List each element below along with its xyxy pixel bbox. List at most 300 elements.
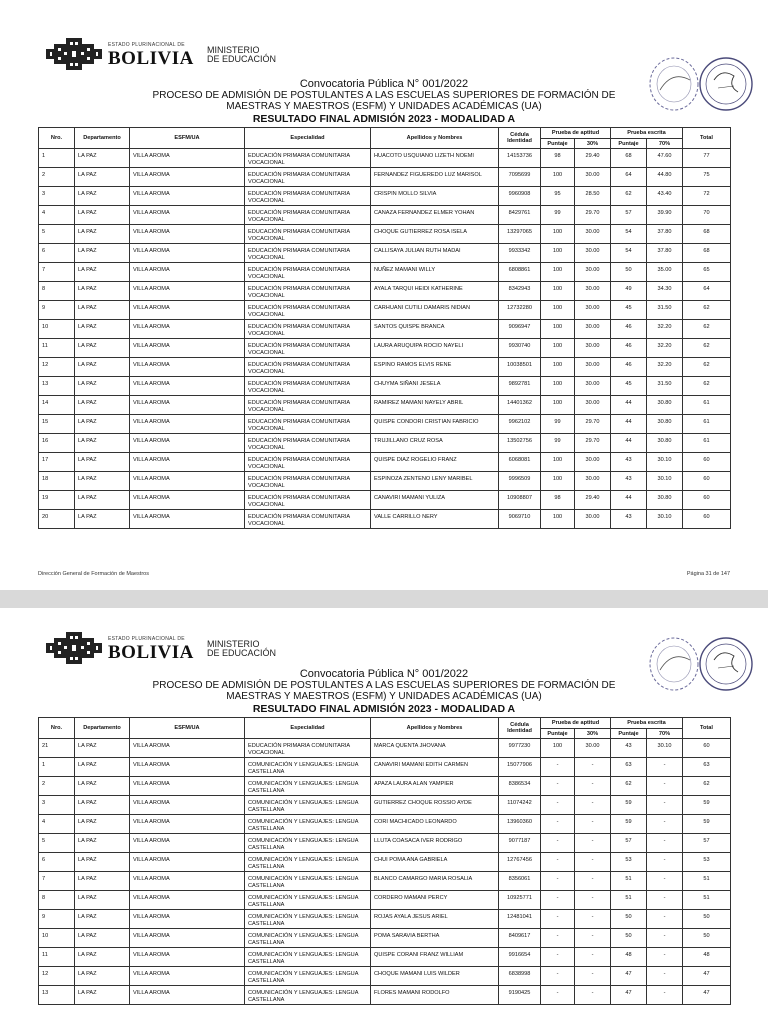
cell-esfm: VILLA AROMA	[130, 758, 245, 777]
cell-aptitud-30: 28.50	[575, 187, 611, 206]
bolivia-emblem-icon	[44, 630, 104, 666]
cell-total: 60	[683, 453, 731, 472]
cell-escrita-70: 32.20	[647, 358, 683, 377]
cell-nro: 13	[39, 986, 75, 1005]
cell-departamento: LA PAZ	[75, 339, 130, 358]
cell-especialidad: COMUNICACIÓN Y LENGUAJES: LENGUA CASTELLANA	[245, 815, 371, 834]
cell-apellidos: NUÑEZ MAMANI WILLY	[371, 263, 499, 282]
col-escrita: Prueba escrita	[611, 128, 683, 139]
cell-cedula: 9996509	[499, 472, 541, 491]
cell-escrita-puntaje: 47	[611, 967, 647, 986]
cell-escrita-70: 43.40	[647, 187, 683, 206]
cell-departamento: LA PAZ	[75, 168, 130, 187]
estado-label: ESTADO PLURINACIONAL DE	[108, 42, 185, 48]
cell-cedula: 9916654	[499, 948, 541, 967]
bolivia-wordmark: BOLIVIA	[108, 48, 194, 69]
cell-aptitud-puntaje: 100	[541, 282, 575, 301]
cell-escrita-puntaje: 51	[611, 872, 647, 891]
cell-escrita-puntaje: 43	[611, 739, 647, 758]
cell-aptitud-30: 30.00	[575, 358, 611, 377]
cell-total: 50	[683, 910, 731, 929]
col-escrita: Prueba escrita	[611, 718, 683, 729]
cell-escrita-70: 30.10	[647, 472, 683, 491]
cell-aptitud-30: 30.00	[575, 263, 611, 282]
cell-especialidad: EDUCACIÓN PRIMARIA COMUNITARIA VOCACIONAL	[245, 339, 371, 358]
cell-escrita-puntaje: 45	[611, 377, 647, 396]
col-especialidad: Especialidad	[245, 128, 371, 149]
cell-apellidos: TRUJILLANO CRUZ ROSA	[371, 434, 499, 453]
cell-nro: 2	[39, 168, 75, 187]
cell-aptitud-30: 30.00	[575, 472, 611, 491]
cell-nro: 12	[39, 358, 75, 377]
cell-total: 60	[683, 739, 731, 758]
table-row	[39, 358, 731, 377]
cell-nro: 6	[39, 244, 75, 263]
cell-total: 60	[683, 472, 731, 491]
document-heading	[0, 668, 768, 715]
cell-especialidad: EDUCACIÓN PRIMARIA COMUNITARIA VOCACIONAL	[245, 510, 371, 529]
table-row	[39, 853, 731, 872]
cell-aptitud-30: -	[575, 758, 611, 777]
cell-departamento: LA PAZ	[75, 948, 130, 967]
cell-total: 70	[683, 206, 731, 225]
cell-total: 77	[683, 149, 731, 168]
cell-departamento: LA PAZ	[75, 872, 130, 891]
proceso-title-line-1: PROCESO DE ADMISIÓN DE POSTULANTES A LAS ESCUELAS SUPERIORES DE FORMACIÓN DE	[152, 680, 616, 691]
table-row	[39, 168, 731, 187]
cell-apellidos: AYALA TARQUI HEIDI KATHERINE	[371, 282, 499, 301]
col-aptitud-puntaje: Puntaje	[541, 729, 575, 739]
cell-aptitud-puntaje: 99	[541, 415, 575, 434]
cell-especialidad: COMUNICACIÓN Y LENGUAJES: LENGUA CASTELLANA	[245, 986, 371, 1005]
cell-aptitud-puntaje: 100	[541, 453, 575, 472]
cell-aptitud-puntaje: -	[541, 929, 575, 948]
cell-cedula: 9077187	[499, 834, 541, 853]
cell-cedula: 9933342	[499, 244, 541, 263]
cell-aptitud-puntaje: -	[541, 815, 575, 834]
col-nro: Nro.	[39, 128, 75, 149]
cell-cedula: 6068081	[499, 453, 541, 472]
cell-escrita-puntaje: 59	[611, 796, 647, 815]
cell-especialidad: EDUCACIÓN PRIMARIA COMUNITARIA VOCACIONAL	[245, 358, 371, 377]
table-row	[39, 187, 731, 206]
cell-especialidad: COMUNICACIÓN Y LENGUAJES: LENGUA CASTELLANA	[245, 891, 371, 910]
cell-departamento: LA PAZ	[75, 453, 130, 472]
cell-total: 62	[683, 339, 731, 358]
cell-nro: 21	[39, 739, 75, 758]
cell-apellidos: CRISPIN MOLLO SILVIA	[371, 187, 499, 206]
cell-total: 51	[683, 891, 731, 910]
cell-apellidos: QUISPE CORANI FRANZ WILLIAM	[371, 948, 499, 967]
cell-apellidos: CHOQUE GUTIERREZ ROSA ISELA	[371, 225, 499, 244]
cell-apellidos: CANAZA FERNANDEZ ELMER YOHAN	[371, 206, 499, 225]
cell-escrita-70: 37.80	[647, 244, 683, 263]
cell-aptitud-puntaje: -	[541, 872, 575, 891]
cell-escrita-puntaje: 43	[611, 510, 647, 529]
cell-departamento: LA PAZ	[75, 434, 130, 453]
cell-nro: 11	[39, 948, 75, 967]
cell-escrita-puntaje: 51	[611, 891, 647, 910]
resultado-title: RESULTADO FINAL ADMISIÓN 2023 - MODALIDAD A	[252, 113, 516, 125]
cell-departamento: LA PAZ	[75, 777, 130, 796]
cell-especialidad: EDUCACIÓN PRIMARIA COMUNITARIA VOCACIONAL	[245, 187, 371, 206]
cell-aptitud-30: 30.00	[575, 320, 611, 339]
cell-cedula: 12481041	[499, 910, 541, 929]
cell-departamento: LA PAZ	[75, 206, 130, 225]
cell-escrita-70: 30.10	[647, 739, 683, 758]
cell-total: 48	[683, 948, 731, 967]
cell-escrita-puntaje: 63	[611, 758, 647, 777]
cell-escrita-puntaje: 44	[611, 434, 647, 453]
cell-nro: 4	[39, 206, 75, 225]
convocatoria-title: Convocatoria Pública N° 001/2022	[299, 78, 469, 90]
table-row	[39, 834, 731, 853]
cell-nro: 11	[39, 339, 75, 358]
document-heading	[0, 78, 768, 125]
cell-aptitud-30: -	[575, 796, 611, 815]
cell-aptitud-30: 30.00	[575, 282, 611, 301]
table-row	[39, 149, 731, 168]
cell-escrita-70: -	[647, 891, 683, 910]
cell-especialidad: COMUNICACIÓN Y LENGUAJES: LENGUA CASTELLANA	[245, 967, 371, 986]
cell-escrita-70: -	[647, 986, 683, 1005]
cell-cedula: 11074242	[499, 796, 541, 815]
cell-aptitud-puntaje: -	[541, 777, 575, 796]
table-row	[39, 415, 731, 434]
ministerio-line-1: MINISTERIO	[207, 45, 260, 55]
cell-apellidos: CALLISAYA JULIAN RUTH MADAI	[371, 244, 499, 263]
cell-especialidad: COMUNICACIÓN Y LENGUAJES: LENGUA CASTELLANA	[245, 872, 371, 891]
cell-aptitud-puntaje: 95	[541, 187, 575, 206]
cell-cedula: 15077906	[499, 758, 541, 777]
cell-aptitud-puntaje: -	[541, 853, 575, 872]
cell-esfm: VILLA AROMA	[130, 168, 245, 187]
cell-aptitud-puntaje: -	[541, 986, 575, 1005]
table-row	[39, 453, 731, 472]
cell-cedula: 7095699	[499, 168, 541, 187]
cell-aptitud-puntaje: 100	[541, 377, 575, 396]
cell-esfm: VILLA AROMA	[130, 872, 245, 891]
cell-esfm: VILLA AROMA	[130, 415, 245, 434]
cell-nro: 16	[39, 434, 75, 453]
cell-nro: 8	[39, 891, 75, 910]
proceso-title-line-2: MAESTRAS Y MAESTROS (ESFM) Y UNIDADES ACADÉMICAS (UA)	[226, 691, 542, 702]
table-row	[39, 872, 731, 891]
table-row	[39, 777, 731, 796]
footer-institution: Dirección General de Formación de Maestros	[38, 571, 149, 577]
cell-total: 57	[683, 834, 731, 853]
cell-esfm: VILLA AROMA	[130, 434, 245, 453]
cell-cedula: 8342943	[499, 282, 541, 301]
cell-aptitud-30: 29.70	[575, 434, 611, 453]
cell-nro: 1	[39, 758, 75, 777]
cell-esfm: VILLA AROMA	[130, 301, 245, 320]
cell-total: 47	[683, 986, 731, 1005]
cell-escrita-puntaje: 68	[611, 149, 647, 168]
cell-aptitud-30: -	[575, 872, 611, 891]
cell-escrita-70: -	[647, 853, 683, 872]
table-row	[39, 891, 731, 910]
col-esfm: ESFM/UA	[130, 718, 245, 739]
convocatoria-title: Convocatoria Pública N° 001/2022	[299, 668, 469, 680]
cell-apellidos: MARCA QUENTA JHOVANA	[371, 739, 499, 758]
cell-escrita-puntaje: 50	[611, 929, 647, 948]
cell-escrita-puntaje: 46	[611, 339, 647, 358]
cell-cedula: 9190425	[499, 986, 541, 1005]
cell-aptitud-30: 29.70	[575, 415, 611, 434]
proceso-title-line-2: MAESTRAS Y MAESTROS (ESFM) Y UNIDADES ACADÉMICAS (UA)	[226, 101, 542, 112]
cell-especialidad: EDUCACIÓN PRIMARIA COMUNITARIA VOCACIONAL	[245, 149, 371, 168]
cell-escrita-70: 32.20	[647, 339, 683, 358]
col-escrita-70: 70%	[647, 729, 683, 739]
cell-cedula: 10908807	[499, 491, 541, 510]
cell-especialidad: EDUCACIÓN PRIMARIA COMUNITARIA VOCACIONAL	[245, 206, 371, 225]
cell-apellidos: VALLE CARRILLO NERY	[371, 510, 499, 529]
cell-aptitud-puntaje: 100	[541, 396, 575, 415]
cell-departamento: LA PAZ	[75, 282, 130, 301]
cell-cedula: 9069710	[499, 510, 541, 529]
cell-nro: 3	[39, 187, 75, 206]
cell-nro: 7	[39, 263, 75, 282]
cell-esfm: VILLA AROMA	[130, 910, 245, 929]
col-aptitud-30: 30%	[575, 729, 611, 739]
bolivia-wordmark: BOLIVIA	[108, 642, 194, 663]
cell-especialidad: EDUCACIÓN PRIMARIA COMUNITARIA VOCACIONAL	[245, 225, 371, 244]
cell-aptitud-puntaje: -	[541, 796, 575, 815]
cell-departamento: LA PAZ	[75, 301, 130, 320]
cell-especialidad: COMUNICACIÓN Y LENGUAJES: LENGUA CASTELLANA	[245, 777, 371, 796]
cell-total: 62	[683, 377, 731, 396]
cell-apellidos: RAMIREZ MAMANI NAYELY ABRIL	[371, 396, 499, 415]
cell-escrita-70: 35.00	[647, 263, 683, 282]
cell-especialidad: COMUNICACIÓN Y LENGUAJES: LENGUA CASTELLANA	[245, 910, 371, 929]
cell-aptitud-puntaje: -	[541, 910, 575, 929]
col-escrita-puntaje: Puntaje	[611, 139, 647, 149]
cell-apellidos: QUISPE CONDORI CRISTIAN FABRICIO	[371, 415, 499, 434]
cell-aptitud-30: 30.00	[575, 453, 611, 472]
table-row	[39, 510, 731, 529]
cell-esfm: VILLA AROMA	[130, 206, 245, 225]
cell-especialidad: EDUCACIÓN PRIMARIA COMUNITARIA VOCACIONAL	[245, 282, 371, 301]
cell-aptitud-30: 29.40	[575, 491, 611, 510]
cell-apellidos: CHUYMA SIÑANI JESELA	[371, 377, 499, 396]
cell-total: 50	[683, 929, 731, 948]
cell-apellidos: CORDERO MAMANI PERCY	[371, 891, 499, 910]
cell-esfm: VILLA AROMA	[130, 339, 245, 358]
cell-cedula: 9096947	[499, 320, 541, 339]
cell-cedula: 9962102	[499, 415, 541, 434]
table-row	[39, 434, 731, 453]
cell-nro: 8	[39, 282, 75, 301]
ministerio-line-2: DE EDUCACIÓN	[207, 648, 277, 658]
cell-total: 61	[683, 415, 731, 434]
cell-aptitud-puntaje: 99	[541, 434, 575, 453]
cell-aptitud-30: 30.00	[575, 301, 611, 320]
cell-especialidad: COMUNICACIÓN Y LENGUAJES: LENGUA CASTELLANA	[245, 853, 371, 872]
cell-especialidad: COMUNICACIÓN Y LENGUAJES: LENGUA CASTELLANA	[245, 948, 371, 967]
cell-departamento: LA PAZ	[75, 149, 130, 168]
cell-total: 53	[683, 853, 731, 872]
cell-esfm: VILLA AROMA	[130, 815, 245, 834]
cell-escrita-70: -	[647, 777, 683, 796]
cell-aptitud-puntaje: 100	[541, 244, 575, 263]
cell-especialidad: EDUCACIÓN PRIMARIA COMUNITARIA VOCACIONAL	[245, 263, 371, 282]
cell-escrita-puntaje: 44	[611, 415, 647, 434]
cell-departamento: LA PAZ	[75, 834, 130, 853]
cell-cedula: 12732280	[499, 301, 541, 320]
cell-especialidad: COMUNICACIÓN Y LENGUAJES: LENGUA CASTELLANA	[245, 929, 371, 948]
cell-apellidos: QUISPE DIAZ ROGELIO FRANZ	[371, 453, 499, 472]
col-apellidos: Apellidos y Nombres	[371, 718, 499, 739]
cell-escrita-70: 47.60	[647, 149, 683, 168]
col-escrita-puntaje: Puntaje	[611, 729, 647, 739]
cell-cedula: 9977230	[499, 739, 541, 758]
cell-escrita-70: 31.50	[647, 301, 683, 320]
cell-total: 61	[683, 396, 731, 415]
cell-esfm: VILLA AROMA	[130, 948, 245, 967]
cell-esfm: VILLA AROMA	[130, 187, 245, 206]
cell-total: 51	[683, 872, 731, 891]
cell-apellidos: APAZA LAURA ALAN YAMPIER	[371, 777, 499, 796]
cell-aptitud-puntaje: 100	[541, 358, 575, 377]
cell-escrita-70: 30.80	[647, 491, 683, 510]
cell-nro: 10	[39, 929, 75, 948]
cell-departamento: LA PAZ	[75, 891, 130, 910]
cell-departamento: LA PAZ	[75, 244, 130, 263]
cell-esfm: VILLA AROMA	[130, 777, 245, 796]
cell-aptitud-30: 30.00	[575, 510, 611, 529]
cell-aptitud-30: 30.00	[575, 396, 611, 415]
cell-departamento: LA PAZ	[75, 320, 130, 339]
cell-escrita-70: 30.80	[647, 396, 683, 415]
cell-aptitud-puntaje: 100	[541, 301, 575, 320]
cell-aptitud-puntaje: 100	[541, 320, 575, 339]
table-row	[39, 339, 731, 358]
cell-total: 63	[683, 758, 731, 777]
cell-departamento: LA PAZ	[75, 377, 130, 396]
col-cedula: Cédula Identidad	[499, 128, 541, 149]
col-apellidos: Apellidos y Nombres	[371, 128, 499, 149]
ministerio-line-1: MINISTERIO	[207, 639, 260, 649]
cell-escrita-70: 30.10	[647, 453, 683, 472]
cell-departamento: LA PAZ	[75, 853, 130, 872]
cell-cedula: 6808861	[499, 263, 541, 282]
table-row	[39, 396, 731, 415]
cell-aptitud-30: 30.00	[575, 244, 611, 263]
cell-especialidad: COMUNICACIÓN Y LENGUAJES: LENGUA CASTELLANA	[245, 834, 371, 853]
cell-apellidos: ROJAS AYALA JESUS ARIEL	[371, 910, 499, 929]
cell-escrita-puntaje: 48	[611, 948, 647, 967]
cell-esfm: VILLA AROMA	[130, 491, 245, 510]
cell-nro: 9	[39, 910, 75, 929]
cell-nro: 15	[39, 415, 75, 434]
cell-apellidos: FERNANDEZ FIGUEREDO LUZ MARISOL	[371, 168, 499, 187]
cell-esfm: VILLA AROMA	[130, 282, 245, 301]
cell-escrita-70: 34.30	[647, 282, 683, 301]
cell-escrita-puntaje: 54	[611, 244, 647, 263]
cell-esfm: VILLA AROMA	[130, 263, 245, 282]
cell-cedula: 6838998	[499, 967, 541, 986]
cell-esfm: VILLA AROMA	[130, 739, 245, 758]
cell-departamento: LA PAZ	[75, 910, 130, 929]
cell-especialidad: EDUCACIÓN PRIMARIA COMUNITARIA VOCACIONAL	[245, 491, 371, 510]
cell-esfm: VILLA AROMA	[130, 853, 245, 872]
cell-aptitud-30: 30.00	[575, 377, 611, 396]
cell-escrita-70: 30.80	[647, 415, 683, 434]
cell-especialidad: EDUCACIÓN PRIMARIA COMUNITARIA VOCACIONAL	[245, 168, 371, 187]
cell-nro: 7	[39, 872, 75, 891]
cell-cedula: 13502756	[499, 434, 541, 453]
cell-aptitud-30: 29.40	[575, 149, 611, 168]
cell-nro: 19	[39, 491, 75, 510]
cell-aptitud-30: -	[575, 834, 611, 853]
cell-apellidos: CANAVIRI MAMANI YULIZA	[371, 491, 499, 510]
cell-cedula: 14401362	[499, 396, 541, 415]
cell-aptitud-puntaje: -	[541, 967, 575, 986]
table-row	[39, 796, 731, 815]
cell-aptitud-puntaje: 100	[541, 472, 575, 491]
cell-aptitud-30: -	[575, 967, 611, 986]
cell-apellidos: CANAVIRI MAMANI EDITH CARMEN	[371, 758, 499, 777]
cell-apellidos: ESPINO RAMOS ELVIS RENE	[371, 358, 499, 377]
cell-apellidos: POMA SARAVIA BERTHA	[371, 929, 499, 948]
cell-esfm: VILLA AROMA	[130, 453, 245, 472]
cell-total: 68	[683, 244, 731, 263]
table-row	[39, 320, 731, 339]
table-row	[39, 377, 731, 396]
cell-aptitud-puntaje: 98	[541, 491, 575, 510]
cell-aptitud-30: 30.00	[575, 168, 611, 187]
proceso-title-line-1: PROCESO DE ADMISIÓN DE POSTULANTES A LAS ESCUELAS SUPERIORES DE FORMACIÓN DE	[152, 90, 616, 101]
cell-escrita-puntaje: 49	[611, 282, 647, 301]
cell-especialidad: EDUCACIÓN PRIMARIA COMUNITARIA VOCACIONAL	[245, 320, 371, 339]
cell-apellidos: CARHUANI CUTILI DAMARIS NIDIAN	[371, 301, 499, 320]
cell-total: 68	[683, 225, 731, 244]
col-nro: Nro.	[39, 718, 75, 739]
cell-escrita-70: 31.50	[647, 377, 683, 396]
cell-esfm: VILLA AROMA	[130, 929, 245, 948]
cell-aptitud-puntaje: 100	[541, 168, 575, 187]
col-escrita-70: 70%	[647, 139, 683, 149]
col-aptitud: Prueba de aptitud	[541, 128, 611, 139]
table-row	[39, 263, 731, 282]
cell-apellidos: LAURA ARUQUIPA ROCIO NAYELI	[371, 339, 499, 358]
cell-especialidad: EDUCACIÓN PRIMARIA COMUNITARIA VOCACIONAL	[245, 453, 371, 472]
col-departamento: Departamento	[75, 128, 130, 149]
cell-aptitud-puntaje: 100	[541, 510, 575, 529]
table-row	[39, 491, 731, 510]
cell-esfm: VILLA AROMA	[130, 358, 245, 377]
cell-nro: 6	[39, 853, 75, 872]
cell-escrita-70: 44.80	[647, 168, 683, 187]
col-aptitud-30: 30%	[575, 139, 611, 149]
cell-departamento: LA PAZ	[75, 929, 130, 948]
ministerio-line-2: DE EDUCACIÓN	[207, 54, 277, 64]
cell-escrita-puntaje: 43	[611, 472, 647, 491]
cell-departamento: LA PAZ	[75, 967, 130, 986]
cell-departamento: LA PAZ	[75, 815, 130, 834]
cell-aptitud-30: 29.70	[575, 206, 611, 225]
cell-aptitud-puntaje: -	[541, 948, 575, 967]
cell-apellidos: CHOQUE MAMANI LUIS WILDER	[371, 967, 499, 986]
table-row	[39, 301, 731, 320]
cell-esfm: VILLA AROMA	[130, 244, 245, 263]
cell-apellidos: LLUTA COASACA IVER RODRIGO	[371, 834, 499, 853]
cell-escrita-puntaje: 45	[611, 301, 647, 320]
cell-aptitud-30: -	[575, 891, 611, 910]
cell-total: 61	[683, 434, 731, 453]
cell-apellidos: SANTOS QUISPE BRANCA	[371, 320, 499, 339]
